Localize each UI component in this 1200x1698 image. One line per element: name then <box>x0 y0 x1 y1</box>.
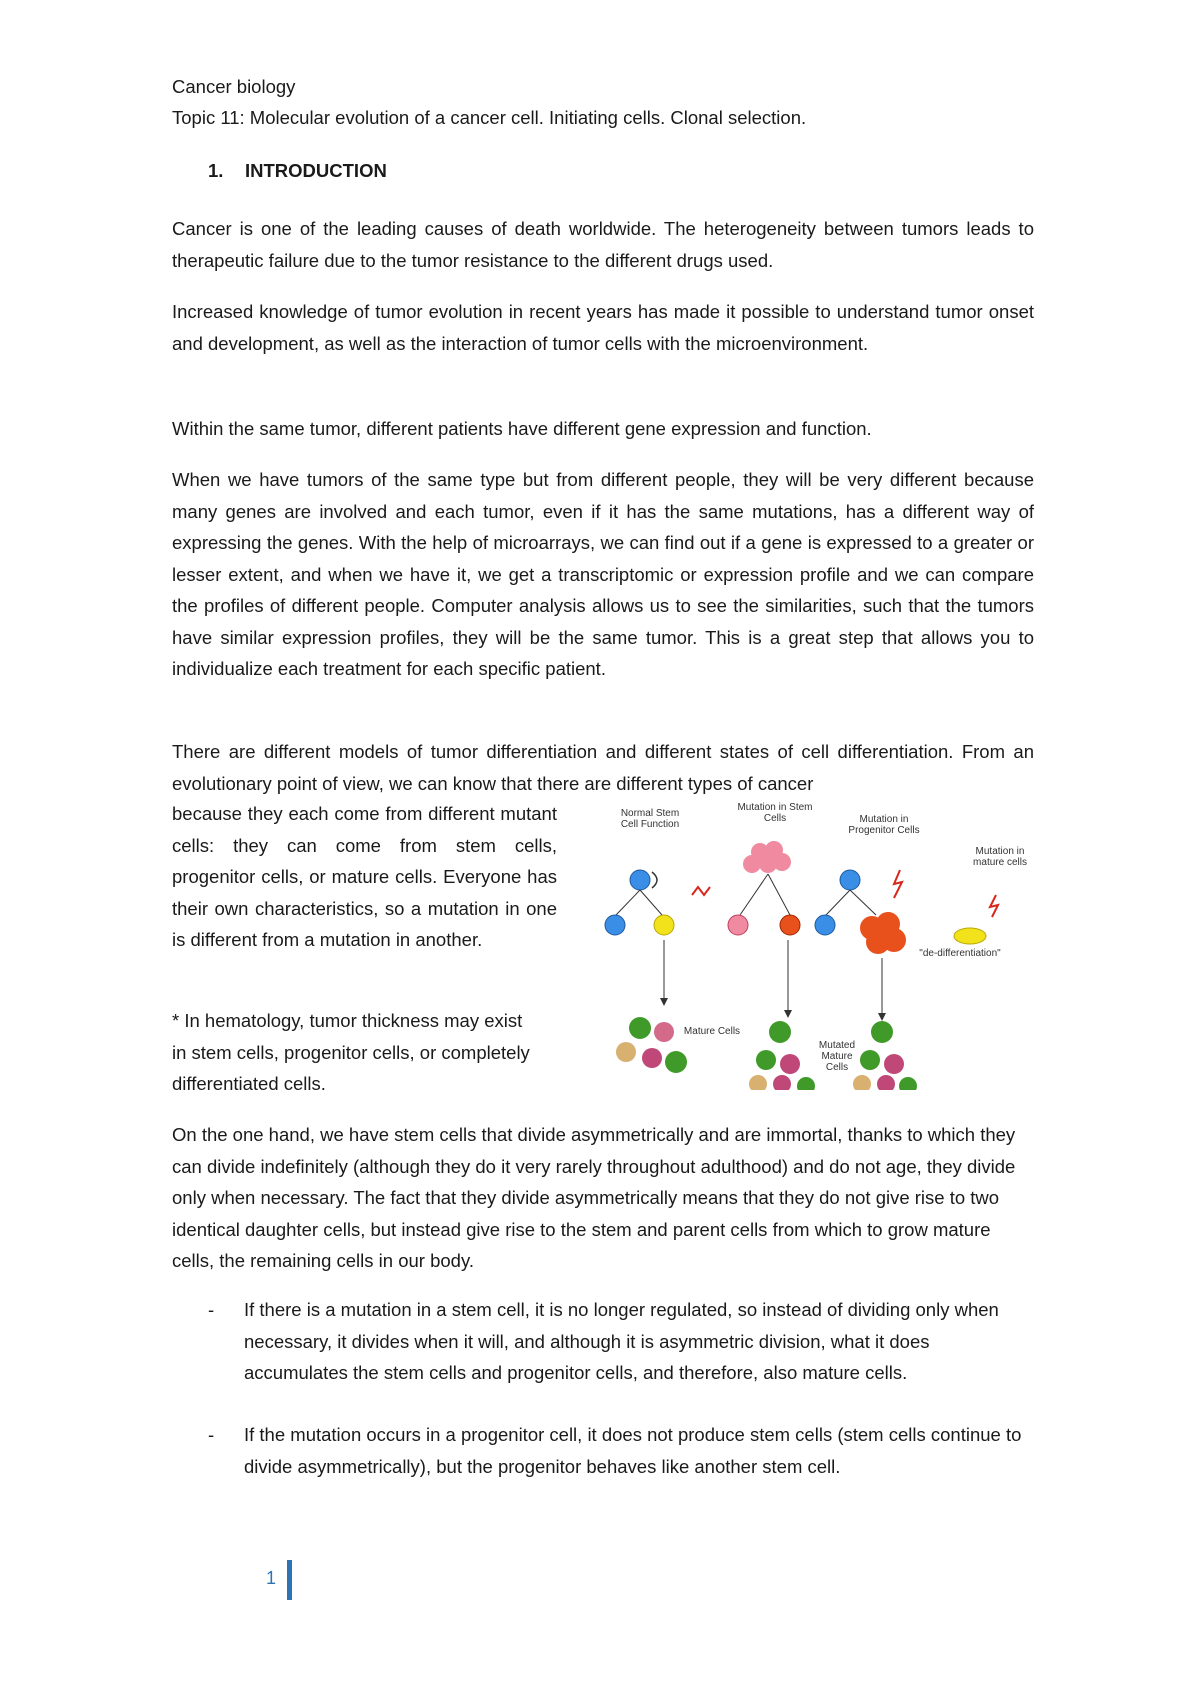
progenitor-mutation-group <box>815 870 906 1021</box>
progenitor-yellow-cell-icon <box>654 915 674 935</box>
course-title: Cancer biology <box>172 76 296 97</box>
bullet-item <box>172 1419 1034 1482</box>
mutation-arrow-icon <box>692 887 710 895</box>
stem-mutation-group <box>728 841 800 1018</box>
paragraph-1: Cancer is one of the leading causes of death worldwide. The heterogeneity between tumors leads to therapeutic failure due to the tumor resistance to the different drugs used. <box>172 218 1034 271</box>
label-dedifferentiation: "de-differentiation" <box>919 948 1001 959</box>
paragraph-5-wrapped: because they each come from different mutant cells: they can come from stem cells, progenitor cells, or mature cells. Everyone has their own characteristics, so a mutation in one is different from a mutation in another. <box>172 803 557 950</box>
bullet-text: If there is a mutation in a stem cell, it is no longer regulated, so instead of dividing only when necessary, it divides when it will, and although it is asymmetric division, what it does accumulates the stem cells and progenitor cells, and therefore, also mature cells. <box>244 1299 999 1383</box>
stem-cell-icon <box>630 870 650 890</box>
mature-mutation-group <box>954 895 998 944</box>
paragraph-2: Increased knowledge of tumor evolution in recent years has made it possible to understand tumor onset and development, as well as the interaction of tumor cells with the microenvironment. <box>172 301 1034 354</box>
hematology-note: * In hematology, tumor thickness may exist in stem cells, progenitor cells, or completely differentiated cells. <box>172 1010 530 1094</box>
bullet-item <box>172 1294 1034 1389</box>
section-heading <box>208 160 387 182</box>
label-mutated-mature: Mutated Mature Cells <box>818 1040 856 1073</box>
cell-mutation-figure <box>600 800 1040 1090</box>
section-number: 1. <box>208 160 224 181</box>
label-progenitor: Mutation in Progenitor Cells <box>848 814 920 836</box>
section-title: INTRODUCTION <box>245 160 387 181</box>
label-mature: Mutation in mature cells <box>973 846 1027 868</box>
normal-stem-cell-group <box>605 870 674 1006</box>
label-stem: Mutation in Stem Cells <box>737 802 813 824</box>
bullet-text: If the mutation occurs in a progenitor cell, it does not produce stem cells (stem cells continue to divide asymmetrically), but the progenitor behaves like another stem cell. <box>244 1424 1022 1477</box>
label-normal: Normal Stem Cell Function <box>620 808 680 830</box>
paragraph-4: When we have tumors of the same type but from different people, they will be very different because many genes are involved and each tumor, even if it has the same mutations, has a different way of expressing the genes. With the help of microarrays, we can find out if a gene is expressed to a greater or lesser extent, and when we have it, we get a transcriptomic or expression profile and we can compare the profiles of different people. Computer analysis allows us to see the similarities, such that the tumors have similar expression profiles, they will be the same tumor. This is a great step that allows you to individualize each treatment for each specific patient. <box>172 469 1034 679</box>
bullet-dash: - <box>208 1424 215 1445</box>
paragraph-3: Within the same tumor, different patients have different gene expression and function. <box>172 418 872 439</box>
label-mature-cells: Mature Cells <box>683 1026 741 1037</box>
page-number-bar <box>287 1560 292 1600</box>
topic-title: Topic 11: Molecular evolution of a cancer cell. Initiating cells. Clonal selection. <box>172 107 807 128</box>
paragraph-5-intro: There are different models of tumor differentiation and different states of cell differentiation. From an evolutionary point of view, we can know that there are different types of cancer <box>172 741 1034 794</box>
mature-cell-clusters <box>616 1017 917 1090</box>
paragraph-6: On the one hand, we have stem cells that divide asymmetrically and are immortal, thanks to which they can divide indefinitely (although they do it very rarely throughout adulthood) and do not age, they divide only when necessary. The fact that they divide asymmetrically means that they do not give rise to two identical daughter cells, but instead give rise to the stem and parent cells from which to grow mature cells, the remaining cells in our body. <box>172 1124 1016 1271</box>
bullet-dash: - <box>208 1299 215 1320</box>
progenitor-cell-icon <box>605 915 625 935</box>
self-renew-arrow-icon <box>652 872 657 888</box>
page-number: 1 <box>266 1568 277 1588</box>
